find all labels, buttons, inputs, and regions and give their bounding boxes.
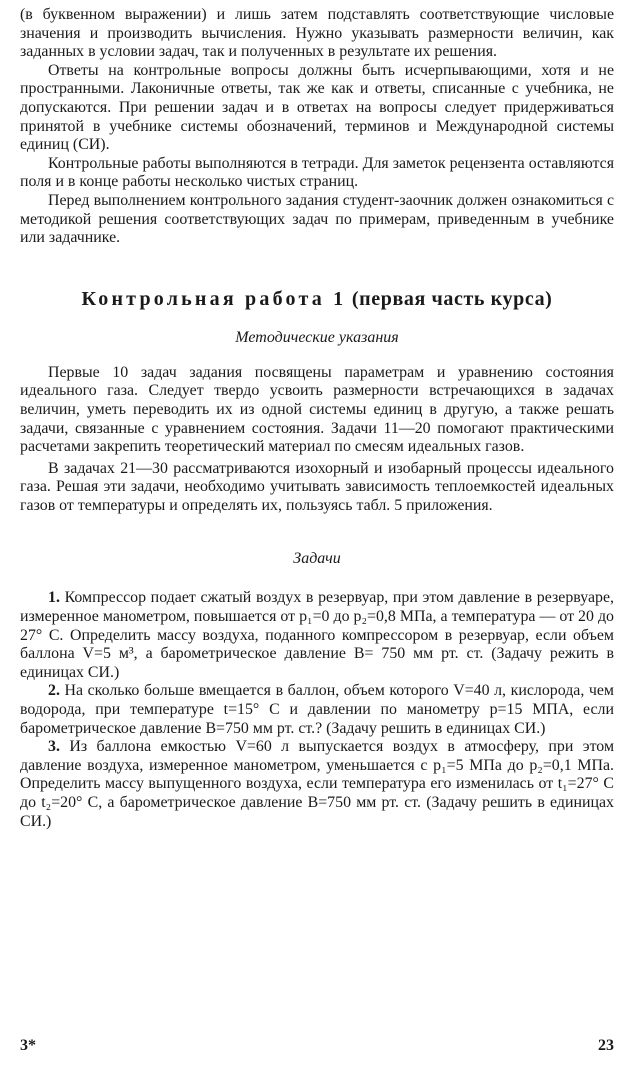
methods-paragraph-2: В задачах 21—30 рассматриваются изохорный и изобарный процессы идеального газа. Решая эти задачи, необходимо учитывать зависимость теплоемкостей идеальных газов от температуры и определять их, пользуясь табл. 5 приложения. <box>20 459 614 514</box>
section-title-main: Контрольная работа 1 <box>81 287 347 310</box>
page-content <box>20 6 614 831</box>
intro-paragraph-2: Ответы на контрольные вопросы должны быть исчерпывающими, хотя и не пространными. Лаконичные ответы, так же как и ответы, списанные с учебника, не допускаются. При решении задач и в ответах на вопросы следует придерживаться принятой в учебнике системы обозначений, терминов и Международной системы единиц (СИ). <box>20 61 614 154</box>
methods-heading: Методические указания <box>235 328 399 346</box>
task-1 <box>20 589 614 682</box>
section-title-sub: (первая часть курса) <box>351 287 553 310</box>
task-3 <box>20 738 614 831</box>
intro-paragraph-1: (в буквенном выражении) и лишь затем подставлять соответствующие числовые значения и производить вычисления. Нужно указывать размерности величин, как заданных в условии задач, так и полученных в результате их решения. <box>20 6 614 61</box>
task-2-text: На сколько больше вмещается в баллон, объем которого V=40 л, кислорода, чем водорода, при температуре t=15° С и давлении по манометру p=15 МПА, если барометрическое давление B=750 мм рт. ст.? (Задачу решить в единицах СИ.) <box>20 682 614 737</box>
task-1-number: 1. <box>48 589 60 607</box>
page-number: 23 <box>598 1037 614 1054</box>
intro-paragraph-4: Перед выполнением контрольного задания студент-заочник должен ознакомиться с методикой решения соответствующих задач по примерам, приведенным в учебнике или задачнике. <box>20 191 614 247</box>
task-3-number: 3. <box>48 738 60 756</box>
intro-paragraph-3: Контрольные работы выполняются в тетради. Для заметок рецензента оставляются поля и в конце работы несколько чистых страниц. <box>20 154 614 191</box>
task-1-text: Компрессор подает сжатый воздух в резервуар, при этом давление в резервуаре, измеренное манометром, повышается от p₁=0 до p₂=0,8 МПа, а температура — от 20 до 27° С. Определить массу воздуха, поданного компрессором в резервуар, если объем баллона V=5 м³, а барометрическое давление B= 750 мм рт. ст. (Задачу режить в единицах СИ.) <box>20 589 614 681</box>
section-title <box>20 287 614 311</box>
task-2 <box>20 682 614 738</box>
methods-paragraph-1: Первые 10 задач задания посвящены параметрам и уравнению состояния идеального газа. Следует твердо усвоить размерности встречающихся в задачах величин, уметь переводить их из одной системы единиц в другую, а также решать задачи, связанные с уравнением состояния. Задачи 11—20 помогают практическими расчетами закрепить теоретический материал по смесям идеальных газов. <box>20 363 614 456</box>
task-3-text: Из баллона емкостью V=60 л выпускается воздух в атмосферу, при этом давление воздуха, измеренное манометром, уменьшается с p₁=5 МПа до p₂=0,1 МПа. Определить массу выпущенного воздуха, если температура его изменилась от t₁=27° С до t₂=20° С, а барометрическое давление B=750 мм рт. ст. (Задачу решить в единицах СИ.) <box>20 738 614 830</box>
task-2-number: 2. <box>48 682 60 700</box>
tasks-heading: Задачи <box>293 550 341 568</box>
signature-mark: 3* <box>20 1037 36 1054</box>
